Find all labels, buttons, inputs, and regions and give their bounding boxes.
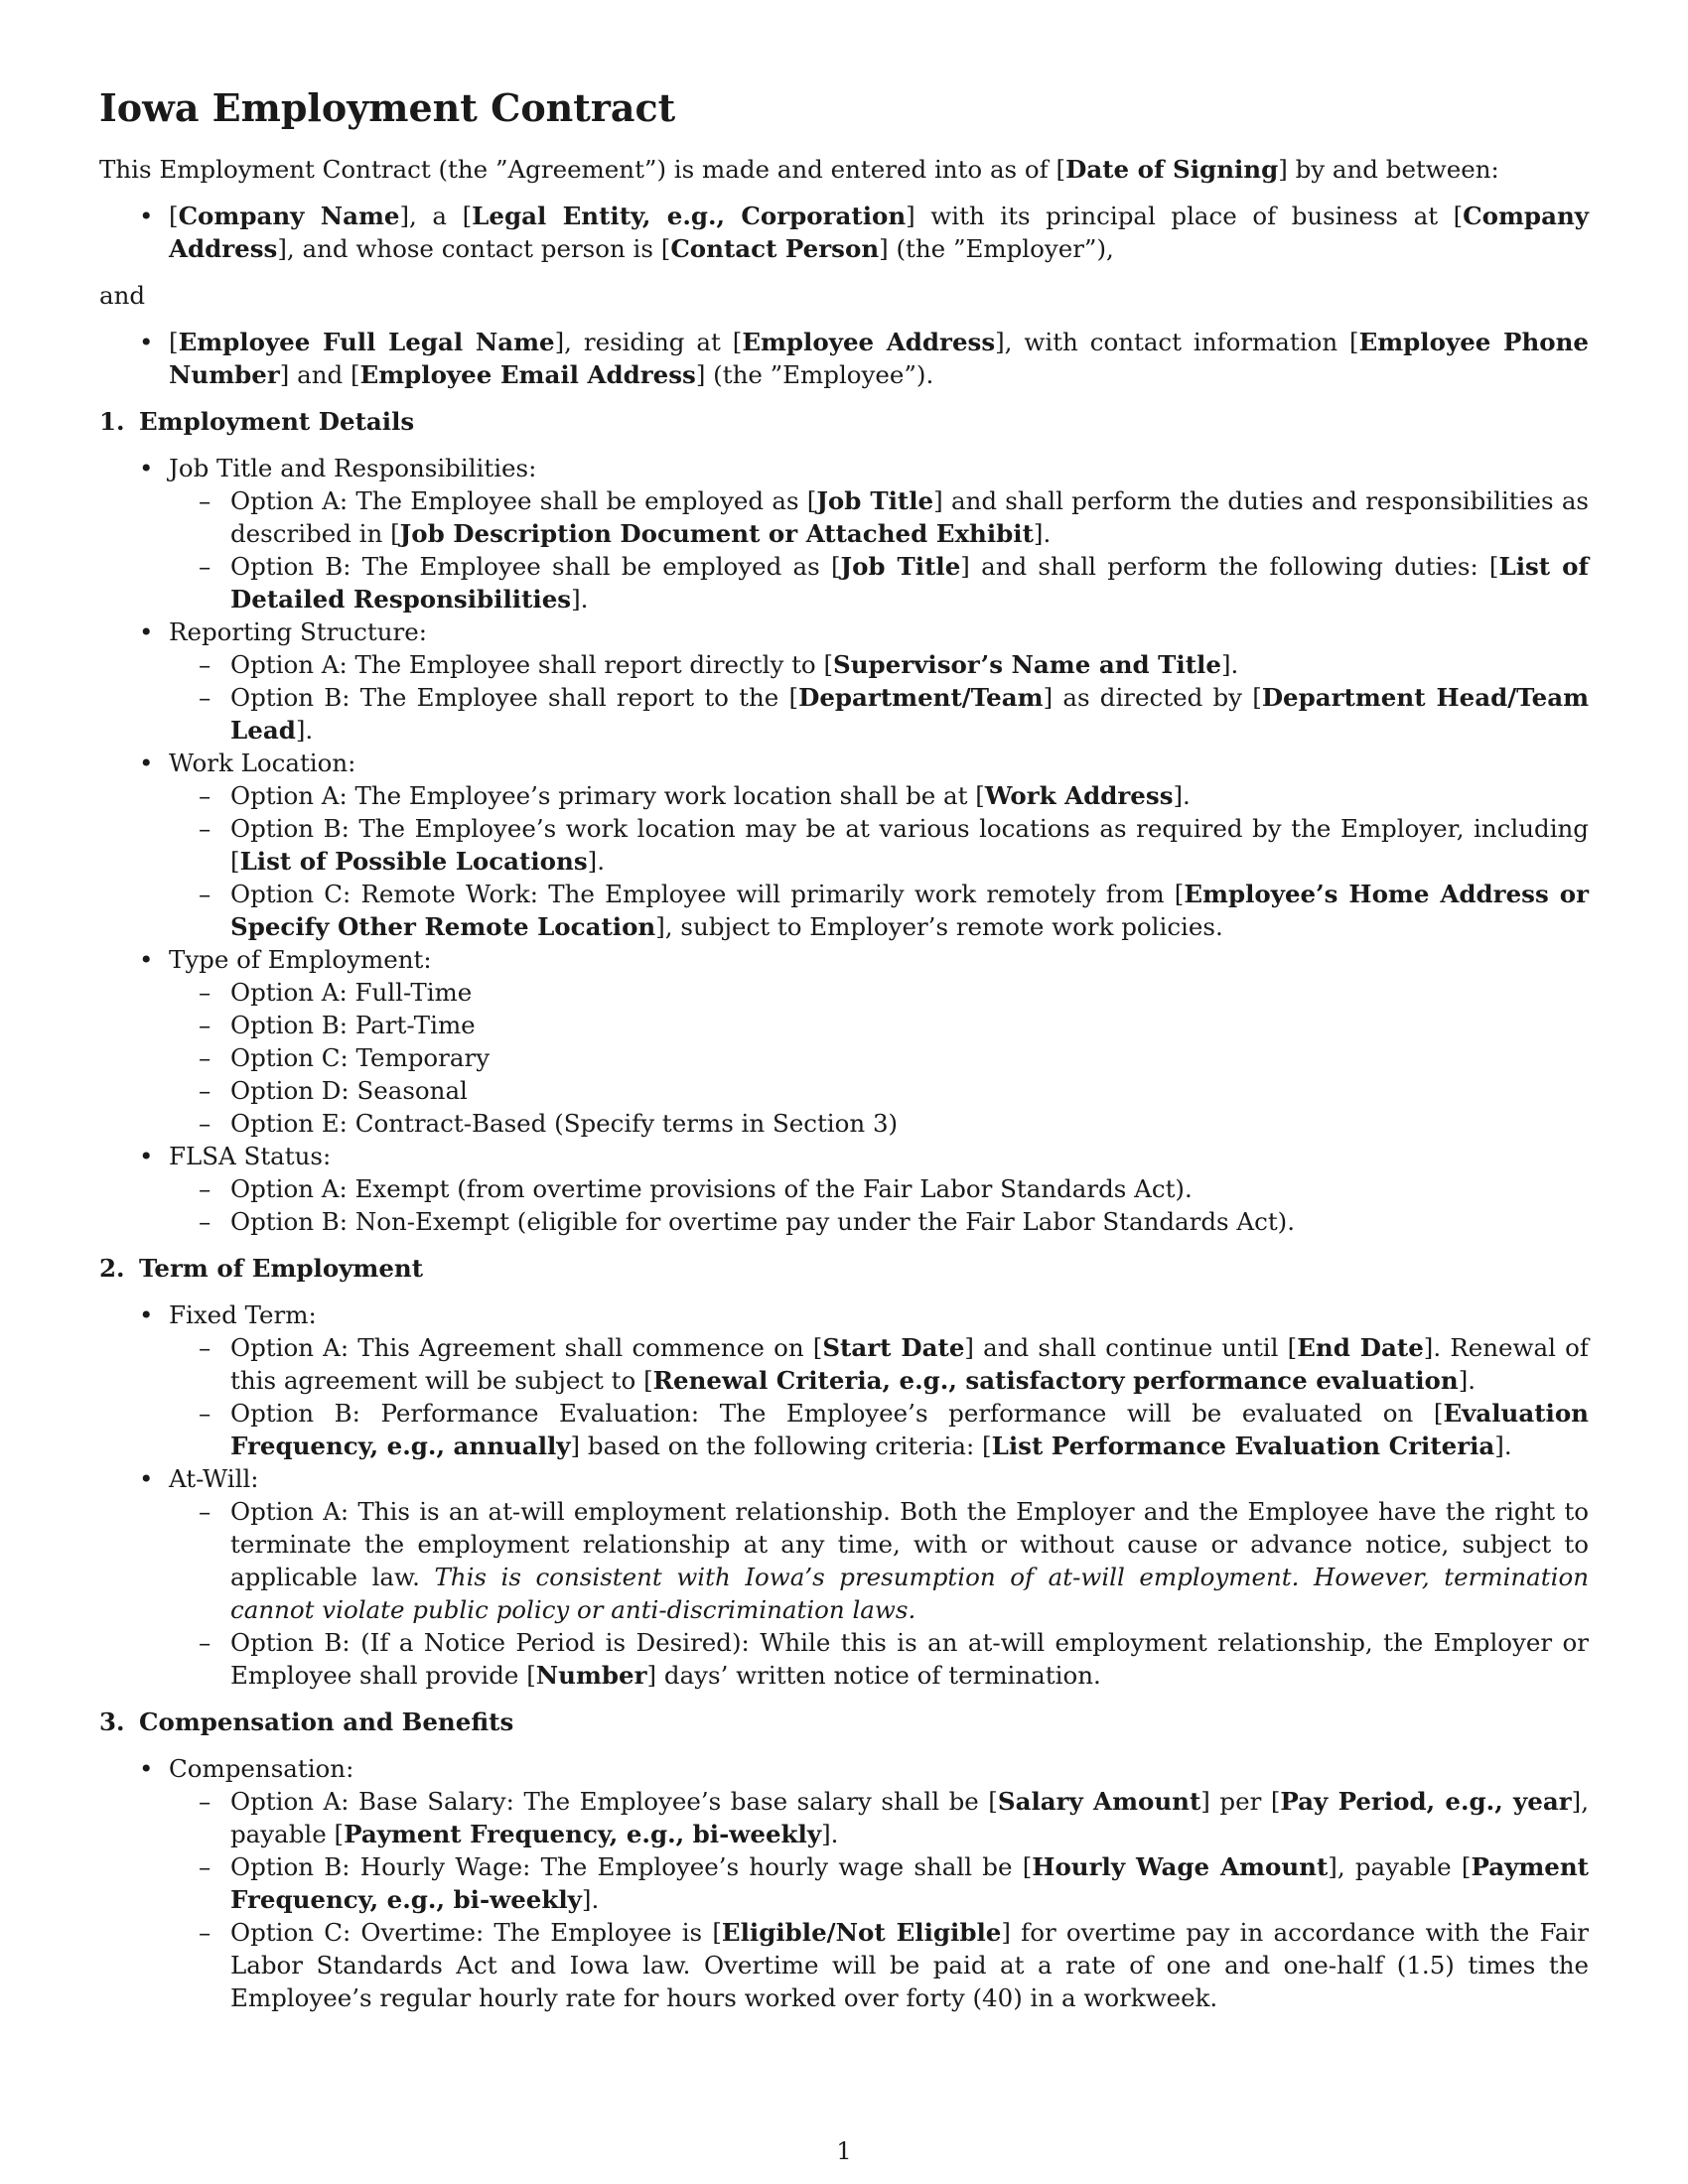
location-option-c: – Option C: Remote Work: The Employee will primarily work remotely from [Employee’s Home Address or Specify Other Remote Location], subject to Employer’s remote work policies. <box>169 878 1589 943</box>
flsa-status-item: • FLSA Status: – Option A: Exempt (from overtime provisions of the Fair Labor Standards Act). – Option B: Non-Exempt (eligible for overtime pay under the Fair Labor Standards Act). <box>99 1140 1589 1238</box>
employer-party-list <box>99 200 1589 265</box>
page-number: 1 <box>836 2137 852 2165</box>
atwill-option-a: – Option A: This is an at-will employment relationship. Both the Employer and the Employee have the right to terminate the employment relationship at any time, with or without cause or advance notice, subject to applicable law. This is consistent with Iowa’s presumption of at-will employment. However, termination cannot violate public policy or anti-discrimination laws. <box>169 1495 1589 1626</box>
section-2-heading: 2. Term of Employment <box>99 1254 424 1283</box>
reporting-option-a: – Option A: The Employee shall report directly to [Supervisor’s Name and Title]. <box>169 648 1589 681</box>
employee-party: • [Employee Full Legal Name], residing at [Employee Address], with contact information [Employee Phone Number] and [Employee Email Address] (the ”Employee”). <box>99 326 1589 391</box>
section-1-list <box>99 452 1589 1238</box>
type-option: – Option A: Full-Time <box>169 976 1589 1009</box>
flsa-option: – Option A: Exempt (from overtime provisions of the Fair Labor Standards Act). <box>169 1172 1589 1205</box>
section-1-heading: 1. Employment Details <box>99 407 415 436</box>
document-title: Iowa Employment Contract <box>99 85 676 130</box>
type-option: – Option B: Part-Time <box>169 1009 1589 1041</box>
comp-option-b: – Option B: Hourly Wage: The Employee’s hourly wage shall be [Hourly Wage Amount], payable [Payment Frequency, e.g., bi-weekly]. <box>169 1850 1589 1916</box>
employment-type-item: • Type of Employment: – Option A: Full-Time – Option B: Part-Time – Option C: Temporary – Option D: Seasonal – Option E: Contract-Based (Specify terms in Section 3) <box>99 943 1589 1140</box>
document-page <box>99 85 1589 2028</box>
and-connector: and <box>99 281 146 310</box>
employee-party-list <box>99 326 1589 391</box>
comp-option-c: – Option C: Overtime: The Employee is [Eligible/Not Eligible] for overtime pay in accordance with the Fair Labor Standards Act and Iowa law. Overtime will be paid at a rate of one and one-half (1.5) times the Employee’s regular hourly rate for hours worked over forty (40) in a workweek. <box>169 1916 1589 2014</box>
at-will-item: • At-Will: – Option A: This is an at-will employment relationship. Both the Employer and the Employee have the right to terminate the employment relationship at any time, with or without cause or advance notice, subject to applicable law. This is consistent with Iowa’s presumption of at-will employment. However, termination cannot violate public policy or anti-discrimination laws. – Option B: (If a Notice Period is Desired): While this is an at-will employment relationship, the Employer or Employee shall provide [Number] days’ written notice of termination. <box>99 1462 1589 1692</box>
fixed-option-b: – Option B: Performance Evaluation: The Employee’s performance will be evaluated on [Evaluation Frequency, e.g., annually] based on the following criteria: [List Performance Evaluation Criteria]. <box>169 1397 1589 1462</box>
section-3-heading: 3. Compensation and Benefits <box>99 1707 514 1736</box>
compensation-item: • Compensation: – Option A: Base Salary: The Employee’s base salary shall be [Salary Amount] per [Pay Period, e.g., year], payable [Payment Frequency, e.g., bi-weekly]. – Option B: Hourly Wage: The Employee’s hourly wage shall be [Hourly Wage Amount], payable [Payment Frequency, e.g., bi-weekly]. – Option C: Overtime: The Employee is [Eligible/Not Eligible] for overtime pay in accordance with the Fair Labor Standards Act and Iowa law. Overtime will be paid at a rate of one and one-half (1.5) times the Employee’s regular hourly rate for hours worked over forty (40) in a workweek. <box>99 1752 1589 2014</box>
fixed-option-a: – Option A: This Agreement shall commence on [Start Date] and shall continue until [End Date]. Renewal of this agreement will be subject to [Renewal Criteria, e.g., satisfactory performance evaluation]. <box>169 1331 1589 1397</box>
work-location-item: • Work Location: – Option A: The Employee’s primary work location shall be at [Work Address]. – Option B: The Employee’s work location may be at various locations as required by the Employer, including [List of Possible Locations]. – Option C: Remote Work: The Employee will primarily work remotely from [Employee’s Home Address or Specify Other Remote Location], subject to Employer’s remote work policies. <box>99 747 1589 943</box>
type-option: – Option C: Temporary <box>169 1041 1589 1074</box>
fixed-term-item: • Fixed Term: – Option A: This Agreement shall commence on [Start Date] and shall continue until [End Date]. Renewal of this agreement will be subject to [Renewal Criteria, e.g., satisfactory performance evaluation]. – Option B: Performance Evaluation: The Employee’s performance will be evaluated on [Evaluation Frequency, e.g., annually] based on the following criteria: [List Performance Evaluation Criteria]. <box>99 1298 1589 1462</box>
job-option-b: – Option B: The Employee shall be employed as [Job Title] and shall perform the following duties: [List of Detailed Responsibilities]. <box>169 550 1589 615</box>
job-option-a: – Option A: The Employee shall be employed as [Job Title] and shall perform the duties and responsibilities as described in [Job Description Document or Attached Exhibit]. <box>169 484 1589 550</box>
type-option: – Option D: Seasonal <box>169 1074 1589 1107</box>
section-2-list <box>99 1298 1589 1692</box>
type-option: – Option E: Contract-Based (Specify terms in Section 3) <box>169 1107 1589 1140</box>
reporting-option-b: – Option B: The Employee shall report to the [Department/Team] as directed by [Department Head/Team Lead]. <box>169 681 1589 747</box>
employer-party: • [Company Name], a [Legal Entity, e.g., Corporation] with its principal place of business at [Company Address], and whose contact person is [Contact Person] (the ”Employer”), <box>99 200 1589 265</box>
atwill-option-b: – Option B: (If a Notice Period is Desired): While this is an at-will employment relationship, the Employer or Employee shall provide [Number] days’ written notice of termination. <box>169 1626 1589 1692</box>
flsa-option: – Option B: Non-Exempt (eligible for overtime pay under the Fair Labor Standards Act). <box>169 1205 1589 1238</box>
intro-paragraph: This Employment Contract (the ”Agreement”) is made and entered into as of [Date of Signing] by and between: <box>99 155 1499 184</box>
section-3-list <box>99 1752 1589 2014</box>
reporting-item: • Reporting Structure: – Option A: The Employee shall report directly to [Supervisor’s Name and Title]. – Option B: The Employee shall report to the [Department/Team] as directed by [Department Head/Team Lead]. <box>99 615 1589 747</box>
job-title-item: • Job Title and Responsibilities: – Option A: The Employee shall be employed as [Job Title] and shall perform the duties and responsibilities as described in [Job Description Document or Attached Exhibit]. – Option B: The Employee shall be employed as [Job Title] and shall perform the following duties: [List of Detailed Responsibilities]. <box>99 452 1589 615</box>
location-option-a: – Option A: The Employee’s primary work location shall be at [Work Address]. <box>169 779 1589 812</box>
comp-option-a: – Option A: Base Salary: The Employee’s base salary shall be [Salary Amount] per [Pay Period, e.g., year], payable [Payment Frequency, e.g., bi-weekly]. <box>169 1785 1589 1850</box>
location-option-b: – Option B: The Employee’s work location may be at various locations as required by the Employer, including [List of Possible Locations]. <box>169 812 1589 878</box>
